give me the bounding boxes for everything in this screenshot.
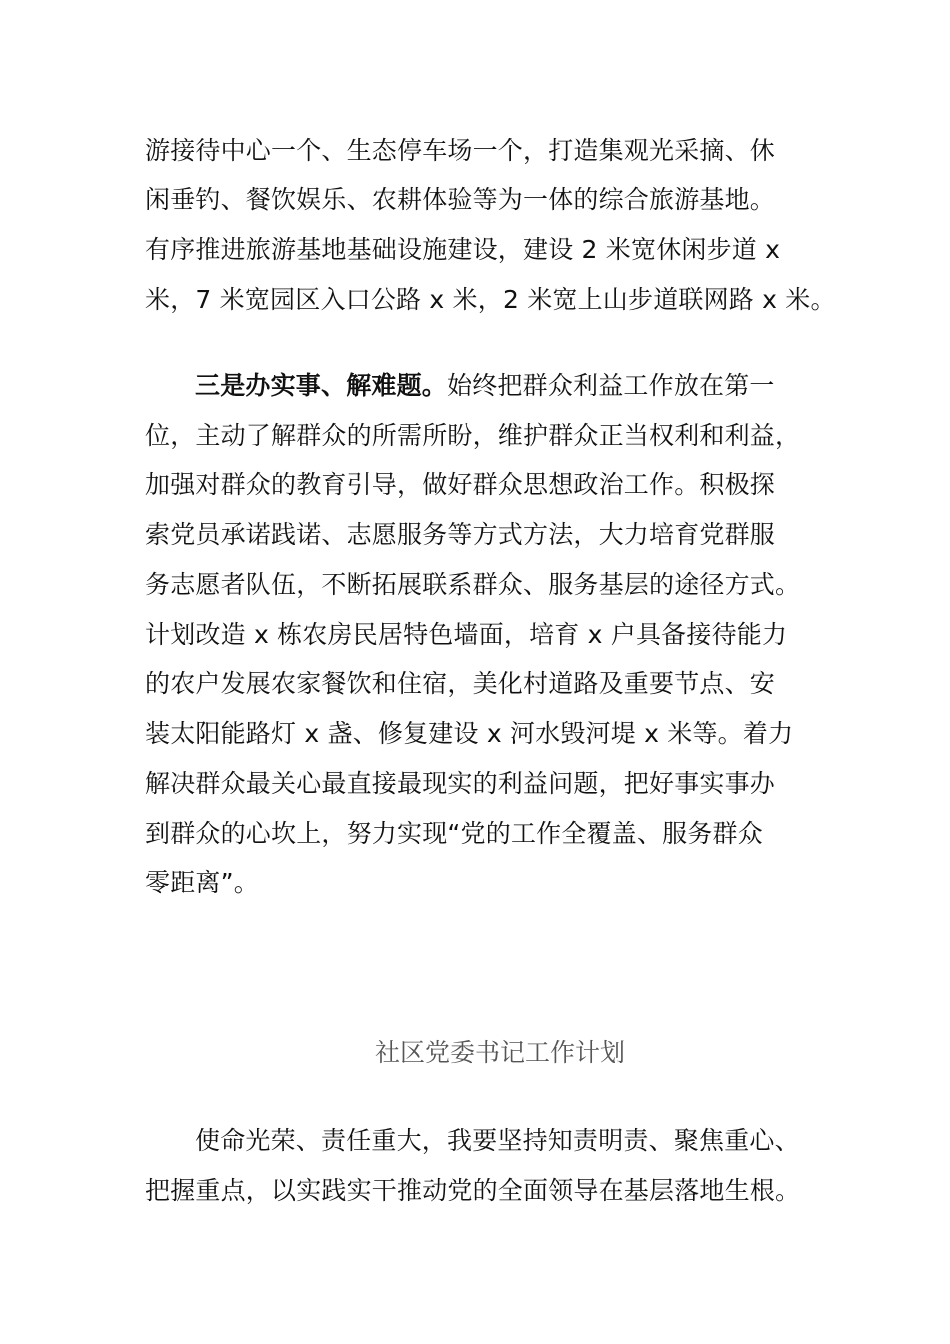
para2-first-line-rest: 始终把群众利益工作放在第一 [447,371,775,400]
para2-line-11: 零距离”。 [145,868,259,897]
para1-line-4: 米，7 米宽园区入口公路 x 米，2 米宽上山步道联网路 x 米。 [145,285,836,314]
para1-line-1: 游接待中心一个、生态停车场一个，打造集观光采摘、休 [145,136,776,165]
para3-line-1: 使命光荣、责任重大，我要坚持知责明责、聚焦重心、 [195,1126,800,1155]
para2-line-6: 计划改造 x 栋农房民居特色墙面，培育 x 户具备接待能力 [145,620,788,649]
para1-line-3: 有序推进旅游基地基础设施建设，建设 2 米宽休闲步道 x [145,235,781,264]
document-title: 社区党委书记工作计划 [374,1038,625,1067]
para2-line-5: 务志愿者队伍，不断拓展联系群众、服务基层的途径方式。 [145,570,801,599]
para2-line-1 [195,370,775,402]
para1-line-2: 闲垂钓、餐饮娱乐、农耕体验等为一体的综合旅游基地。 [145,185,776,214]
para2-line-9: 解决群众最关心最直接最现实的利益问题，把好事实事办 [145,769,776,798]
para2-line-2: 位，主动了解群众的所需所盼，维护群众正当权利和利益， [145,421,801,450]
para3-line-2: 把握重点，以实践实干推动党的全面领导在基层落地生根。 [145,1176,801,1205]
para2-heading: 三是办实事、解难题。 [195,371,448,400]
para2-line-8: 装太阳能路灯 x 盏、修复建设 x 河水毁河堤 x 米等。着力 [145,719,794,748]
para2-line-7: 的农户发展农家餐饮和住宿，美化村道路及重要节点、安 [145,669,776,698]
para2-line-10: 到群众的心坎上，努力实现“党的工作全覆盖、服务群众 [145,819,763,848]
para2-line-3: 加强对群众的教育引导，做好群众思想政治工作。积极探 [145,470,776,499]
para2-line-4: 索党员承诺践诺、志愿服务等方式方法，大力培育党群服 [145,520,776,549]
